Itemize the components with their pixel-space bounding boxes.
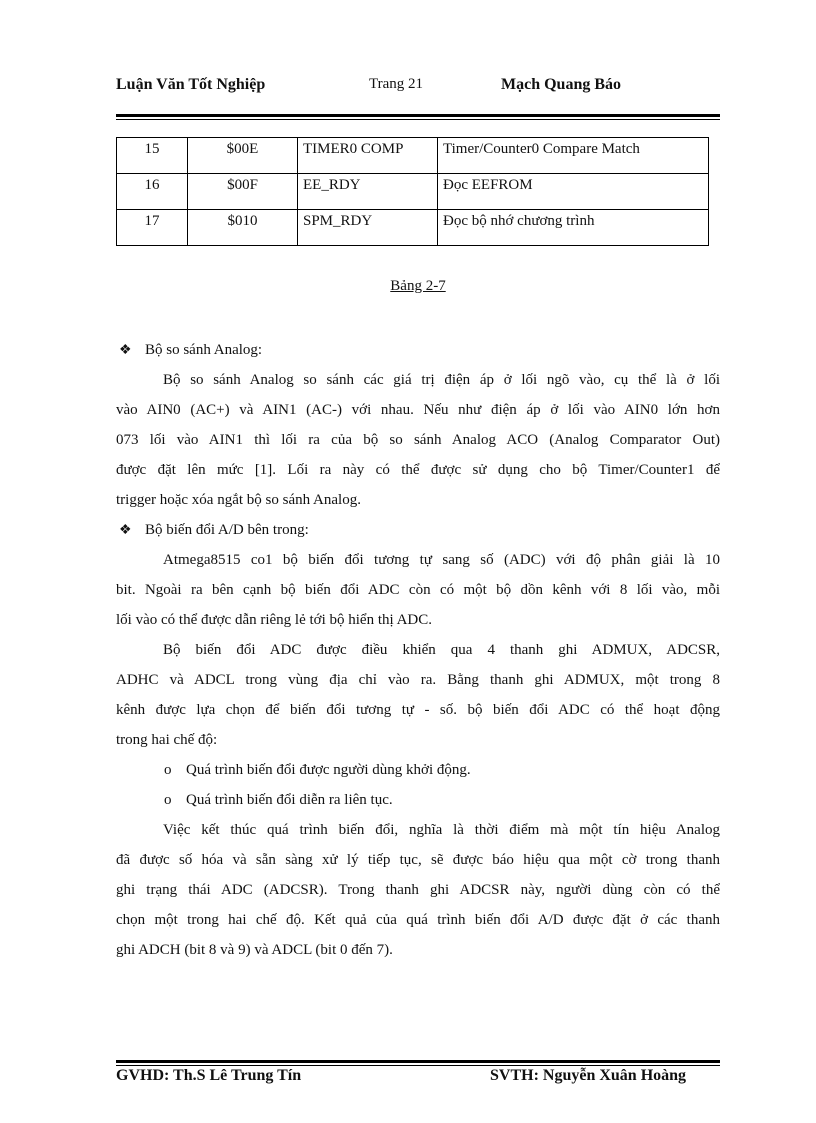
paragraph-line: trong hai chế độ: (116, 732, 218, 748)
paragraph-line: Việc kết thúc quá trình biến đổi, nghĩa là thời điểm mà một tín hiệu Analog (163, 822, 720, 838)
diamond-bullet-icon: ❖ (119, 343, 132, 358)
table-cell: 15 (117, 138, 188, 174)
table-caption: Bảng 2-7 (390, 278, 446, 294)
body-text (116, 335, 720, 965)
paragraph-line: trigger hoặc xóa ngắt bộ so sánh Analog. (116, 492, 361, 508)
table-cell: EE_RDY (298, 174, 438, 210)
paragraph-line: chọn một trong hai chế độ. Kết quả của quá trình biến đổi A/D được đặt ở các thanh (116, 912, 720, 928)
table-cell: 16 (117, 174, 188, 210)
table-cell: SPM_RDY (298, 210, 438, 246)
page-header (116, 76, 720, 98)
footer-advisor: GVHD: Th.S Lê Trung Tín (116, 1067, 302, 1084)
header-project-title: Mạch Quang Báo (501, 76, 622, 93)
table-row (117, 174, 709, 210)
table-cell: Timer/Counter0 Compare Match (438, 138, 709, 174)
paragraph-line: lối vào có thể được dẫn riêng lẻ tới bộ hiển thị ADC. (116, 612, 433, 628)
paragraph-line: đã được số hóa và sẵn sàng xử lý tiếp tục, sẽ được báo hiệu qua một cờ trong thanh (116, 852, 720, 868)
table-row (117, 138, 709, 174)
table-row (117, 210, 709, 246)
circle-bullet-icon: o (164, 792, 172, 808)
paragraph-line: vào AIN0 (AC+) và AIN1 (AC-) với nhau. Nếu như điện áp ở lối vào AIN0 lớn hơn (116, 402, 720, 418)
section-heading-analog-comparator: ❖ Bộ so sánh Analog: (116, 335, 720, 365)
paragraph-line: 073 lối vào AIN1 thì lối ra của bộ so sánh Analog ACO (Analog Comparator Out) (116, 432, 720, 448)
diamond-bullet-icon: ❖ (119, 523, 132, 538)
header-thesis-title: Luận Văn Tốt Nghiệp (116, 76, 266, 93)
paragraph-line: Bộ biến đổi ADC được điều khiển qua 4 thanh ghi ADMUX, ADCSR, (163, 642, 720, 658)
paragraph-line: bit. Ngoài ra bên cạnh bộ biến đổi ADC còn có một bộ dồn kênh với 8 lối vào, mỗi (116, 582, 720, 598)
section-heading-adc: ❖ Bộ biến đổi A/D bên trong: (116, 515, 720, 545)
table-cell: $00F (188, 174, 298, 210)
header-page-number: Trang 21 (369, 76, 424, 92)
table-cell: Đọc EEFROM (438, 174, 709, 210)
paragraph-line: ghi ADCH (bit 8 và 9) và ADCL (bit 0 đến 7). (116, 942, 393, 958)
table-cell: $00E (188, 138, 298, 174)
table-cell: 17 (117, 210, 188, 246)
paragraph-line: Bộ so sánh Analog so sánh các giá trị điện áp ở lối ngõ vào, cụ thể là ở lối (163, 372, 720, 388)
table-cell: $010 (188, 210, 298, 246)
paragraph-line: ADHC và ADCL trong vùng địa chỉ vào ra. Bằng thanh ghi ADMUX, một trong 8 (116, 672, 720, 688)
footer-student: SVTH: Nguyễn Xuân Hoàng (490, 1067, 687, 1084)
list-item: o Quá trình biến đổi được người dùng khởi động. (116, 755, 720, 785)
paragraph-line: được đặt lên mức [1]. Lối ra này có thể được sử dụng cho bộ Timer/Counter1 để (116, 462, 720, 478)
interrupt-vector-table (116, 137, 709, 246)
paragraph-line: ghi trạng thái ADC (ADCSR). Trong thanh ghi ADCSR này, người dùng còn có thể (116, 882, 720, 898)
table-cell: TIMER0 COMP (298, 138, 438, 174)
page-footer (116, 1067, 720, 1089)
paragraph-line: Atmega8515 co1 bộ biến đổi tương tự sang số (ADC) với độ phân giải là 10 (163, 552, 720, 568)
table-cell: Đọc bộ nhớ chương trình (438, 210, 709, 246)
list-item: o Quá trình biến đổi diễn ra liên tục. (116, 785, 720, 815)
circle-bullet-icon: o (164, 762, 172, 778)
header-divider (116, 114, 720, 120)
footer-divider (116, 1060, 720, 1066)
paragraph-line: kênh được lựa chọn để biến đổi tương tự - số. bộ biến đổi ADC có thể hoạt động (116, 702, 720, 718)
